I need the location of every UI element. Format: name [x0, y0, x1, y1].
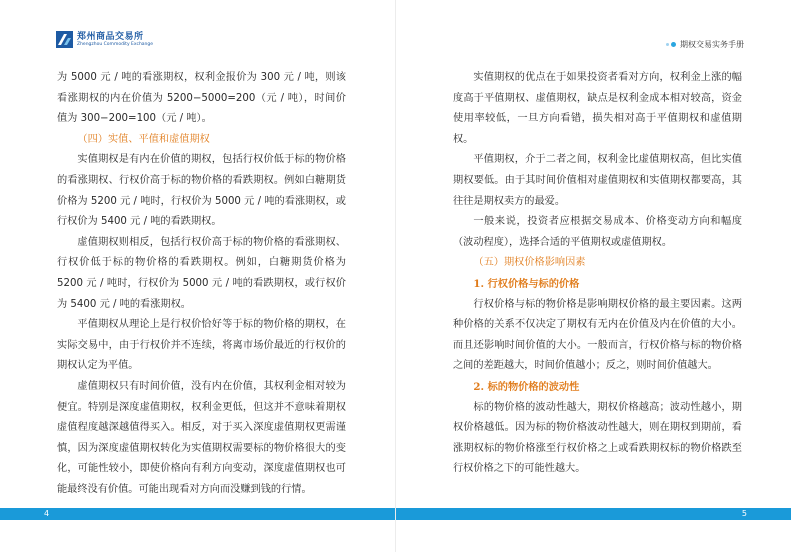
running-header [666, 39, 744, 50]
paragraph: 平值期权从理论上是行权价恰好等于标的物价格的期权，在实际交易中，由于行权价并不连续，将离市场价最近的行权价的期权认定为平值。 [57, 319, 346, 372]
right-page-body [453, 68, 742, 480]
page-number: 5 [741, 509, 747, 518]
paragraph: 平值期权，介于二者之间，权利金比虚值期权高，但比实值期权要低。由于其时间价值相对虚值期权和实值期权都要高，其往往是期权卖方的最爱。 [453, 154, 742, 207]
exchange-logo-icon [56, 31, 73, 48]
page-number: 4 [44, 509, 50, 518]
paragraph: 一般来说，投资者应根据交易成本、价格变动方向和幅度（波动程度），选择合适的平值期权或虚值期权。 [453, 216, 742, 248]
logo-english-name: Zhengzhou Commodity Exchange [77, 41, 154, 47]
book-title: 期权交易实务手册 [680, 40, 744, 49]
paragraph: 虚值期权只有时间价值，没有内在价值，其权利金相对较为便宜。特别是深度虚值期权，权利金更低，但这并不意味着期权虚值程度越深越值得买入。相反，对于买入深度虚值期权更需谨慎，因为深度虚值期权转化为实值期权需要标的物价格很大的变化，可能性较小，即使价格向有利方向变动，深度虚值期权也可能最终没有价值。可能出现看对方向而没赚到钱的行情。 [57, 380, 346, 495]
section-heading: （四）实值、平值和虚值期权 [77, 133, 210, 145]
header-dots-icon [666, 42, 676, 47]
left-footer-bar [0, 508, 395, 520]
sub-heading: 2. 标的物价格的波动性 [473, 380, 580, 393]
paragraph: 标的物价格的波动性越大，期权价格越高；波动性越小，期权价格越低。因为标的物价格波动性越大，则在期权到期前，看涨期权标的物价格涨至行权价格之上或看跌期权标的物价格跌至行权价格之下的可能性越大。 [453, 401, 742, 475]
paragraph: 为 5000 元 / 吨的看涨期权，权利金报价为 300 元 / 吨，则该看涨期权的内在价值为 5200−5000=200（元 / 吨），时间价值为 300−200=100（元 / 吨）。 [57, 72, 346, 125]
paragraph: 行权价格与标的物价格是影响期权价格的最主要因素。这两种价格的关系不仅决定了期权有无内在价值及内在价值的大小。而且还影响时间价值的大小。一般而言，行权价格与标的物价格之间的差距越大，时间价值越小；反之，则时间价值越大。 [453, 298, 742, 372]
left-page [0, 0, 395, 552]
left-page-body [57, 68, 346, 500]
paragraph: 实值期权的优点在于如果投资者看对方向，权利金上涨的幅度高于平值期权、虚值期权，缺点是权利金成本相对较高，资金使用率较低，一旦方向看错，损失相对高于平值期权和虚值期权。 [453, 72, 742, 145]
section-heading: （五）期权价格影响因素 [473, 257, 586, 269]
right-footer-bar [396, 508, 791, 520]
paragraph: 实值期权是有内在价值的期权，包括行权价低于标的物价格的看涨期权、行权价高于标的物价格的看跌期权。例如白糖期货价格为 5200 元 / 吨时，行权价为 5000 元 / 吨的看涨期权，或行权价为 5400 元 / 吨的看跌期权。 [57, 154, 346, 228]
sub-heading: 1. 行权价格与标的价格 [473, 277, 580, 290]
paragraph: 虚值期权则相反，包括行权价高于标的物价格的看涨期权、行权价低于标的物价格的看跌期权。例如，白糖期货价格为 5200 元 / 吨时，行权价为 5000 元 / 吨的看跌期权，或行权价为 5400 元 / 吨的看涨期权。 [57, 236, 346, 310]
right-page [396, 0, 791, 552]
logo-chinese-name: 郑州商品交易所 [77, 31, 144, 42]
exchange-logo [56, 31, 153, 48]
